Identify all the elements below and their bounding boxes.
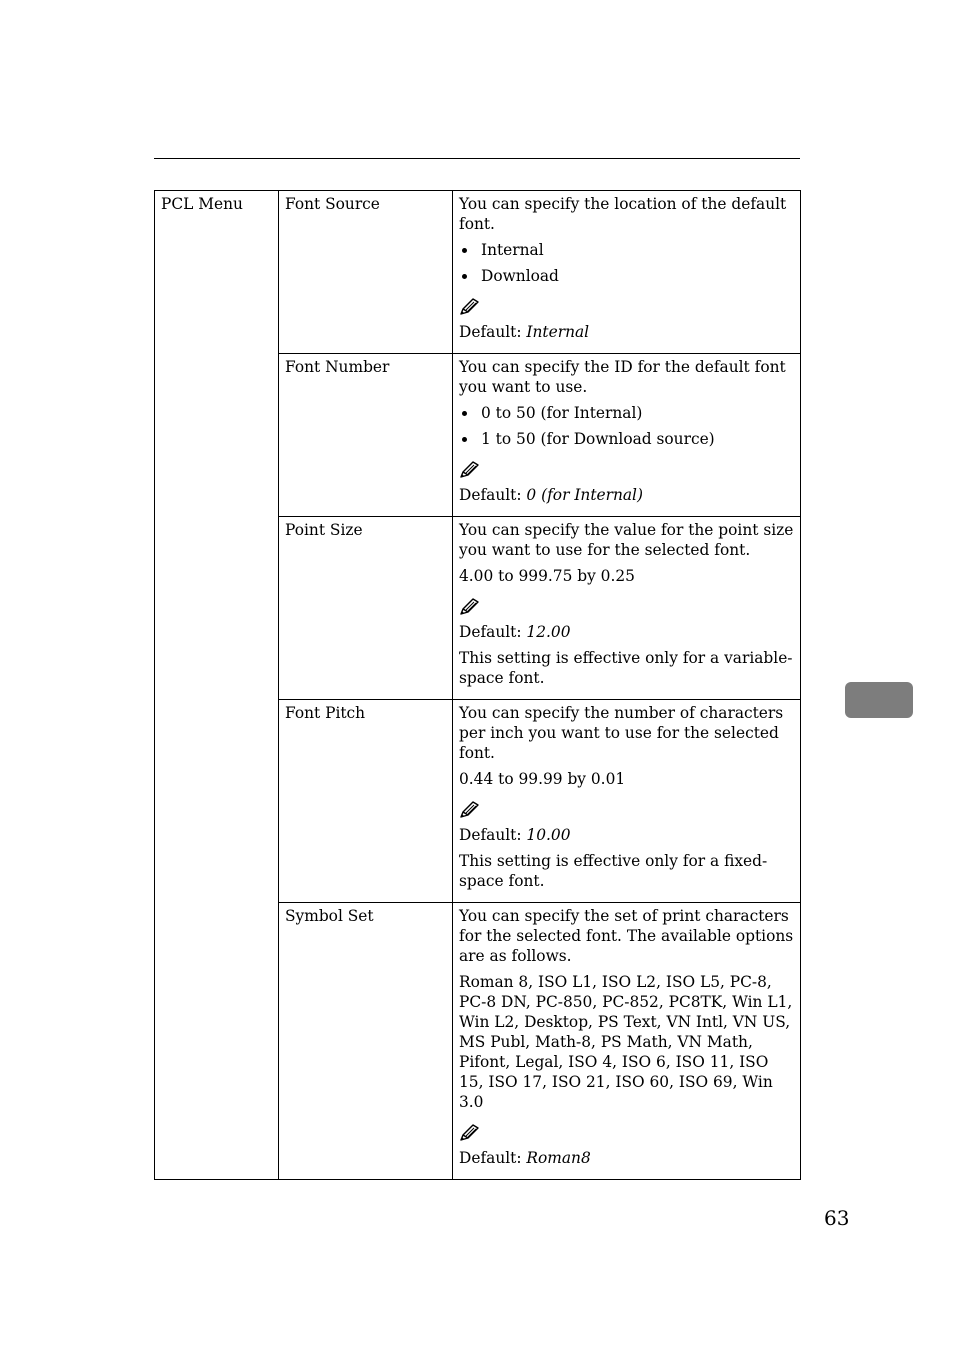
default-value: 12.00 <box>526 623 571 641</box>
description-cell <box>453 517 801 700</box>
item-description: You can specify the location of the default font. <box>459 195 787 233</box>
default-note <box>459 622 794 642</box>
description-cell <box>453 354 801 517</box>
default-note <box>459 1148 794 1168</box>
item-name: Point Size <box>285 521 363 539</box>
pencil-note-icon <box>459 801 479 821</box>
default-label: Default: <box>459 323 527 341</box>
item-description: You can specify the set of print characters for the selected font. The available options are as follows. <box>459 907 794 965</box>
default-label: Default: <box>459 486 527 504</box>
item-description: You can specify the ID for the default font you want to use. <box>459 358 786 396</box>
item-name-cell <box>279 700 453 903</box>
description-cell <box>453 700 801 903</box>
chapter-tab-marker <box>845 682 913 718</box>
item-description: You can specify the number of characters per inch you want to use for the selected font. <box>459 704 784 762</box>
default-value: Roman8 <box>526 1149 591 1167</box>
default-value: 0 (for Internal) <box>526 486 643 504</box>
description-cell <box>453 903 801 1180</box>
value-range: 4.00 to 999.75 by 0.25 <box>459 567 635 585</box>
item-name-cell <box>279 191 453 354</box>
item-name-cell <box>279 517 453 700</box>
list-item: Internal <box>459 240 794 260</box>
pencil-note-icon <box>459 461 479 481</box>
option-list <box>459 240 794 286</box>
item-name: Font Source <box>285 195 380 213</box>
description-cell <box>453 191 801 354</box>
value-range: Roman 8, ISO L1, ISO L2, ISO L5, PC-8, PC-8 DN, PC-850, PC-852, PC8TK, Win L1, Win L2, Desktop, PS Text, VN Intl, VN US, MS Publ, Math-8, PS Math, VN Math, Pifont, Legal, ISO 4, ISO 6, ISO 11, ISO 15, ISO 17, ISO 21, ISO 60, ISO 69, Win 3.0 <box>459 973 793 1111</box>
pencil-note-icon <box>459 598 479 618</box>
list-item: 0 to 50 (for Internal) <box>459 403 794 423</box>
item-name: Font Number <box>285 358 390 376</box>
note-text: This setting is effective only for a variable-space font. <box>459 649 793 687</box>
item-name-cell <box>279 354 453 517</box>
item-name-cell <box>279 903 453 1180</box>
item-description: You can specify the value for the point size you want to use for the selected font. <box>459 521 794 559</box>
pcl-menu-table <box>154 190 801 1180</box>
default-label: Default: <box>459 1149 527 1167</box>
default-note <box>459 485 794 505</box>
default-note <box>459 825 794 845</box>
option-list <box>459 403 794 449</box>
item-name: Symbol Set <box>285 907 374 925</box>
default-note <box>459 322 794 342</box>
pencil-note-icon <box>459 298 479 318</box>
default-label: Default: <box>459 826 527 844</box>
pencil-note-icon <box>459 1124 479 1144</box>
menu-name: PCL Menu <box>161 195 243 213</box>
table-row <box>155 191 801 354</box>
list-item: 1 to 50 (for Download source) <box>459 429 794 449</box>
note-text: This setting is effective only for a fixed-space font. <box>459 852 768 890</box>
menu-name-cell <box>155 191 279 1180</box>
list-item: Download <box>459 266 794 286</box>
item-name: Font Pitch <box>285 704 366 722</box>
default-value: Internal <box>526 323 590 341</box>
default-value: 10.00 <box>526 826 571 844</box>
default-label: Default: <box>459 623 527 641</box>
page-number: 63 <box>824 1206 850 1230</box>
value-range: 0.44 to 99.99 by 0.01 <box>459 770 626 788</box>
header-rule <box>154 158 800 159</box>
